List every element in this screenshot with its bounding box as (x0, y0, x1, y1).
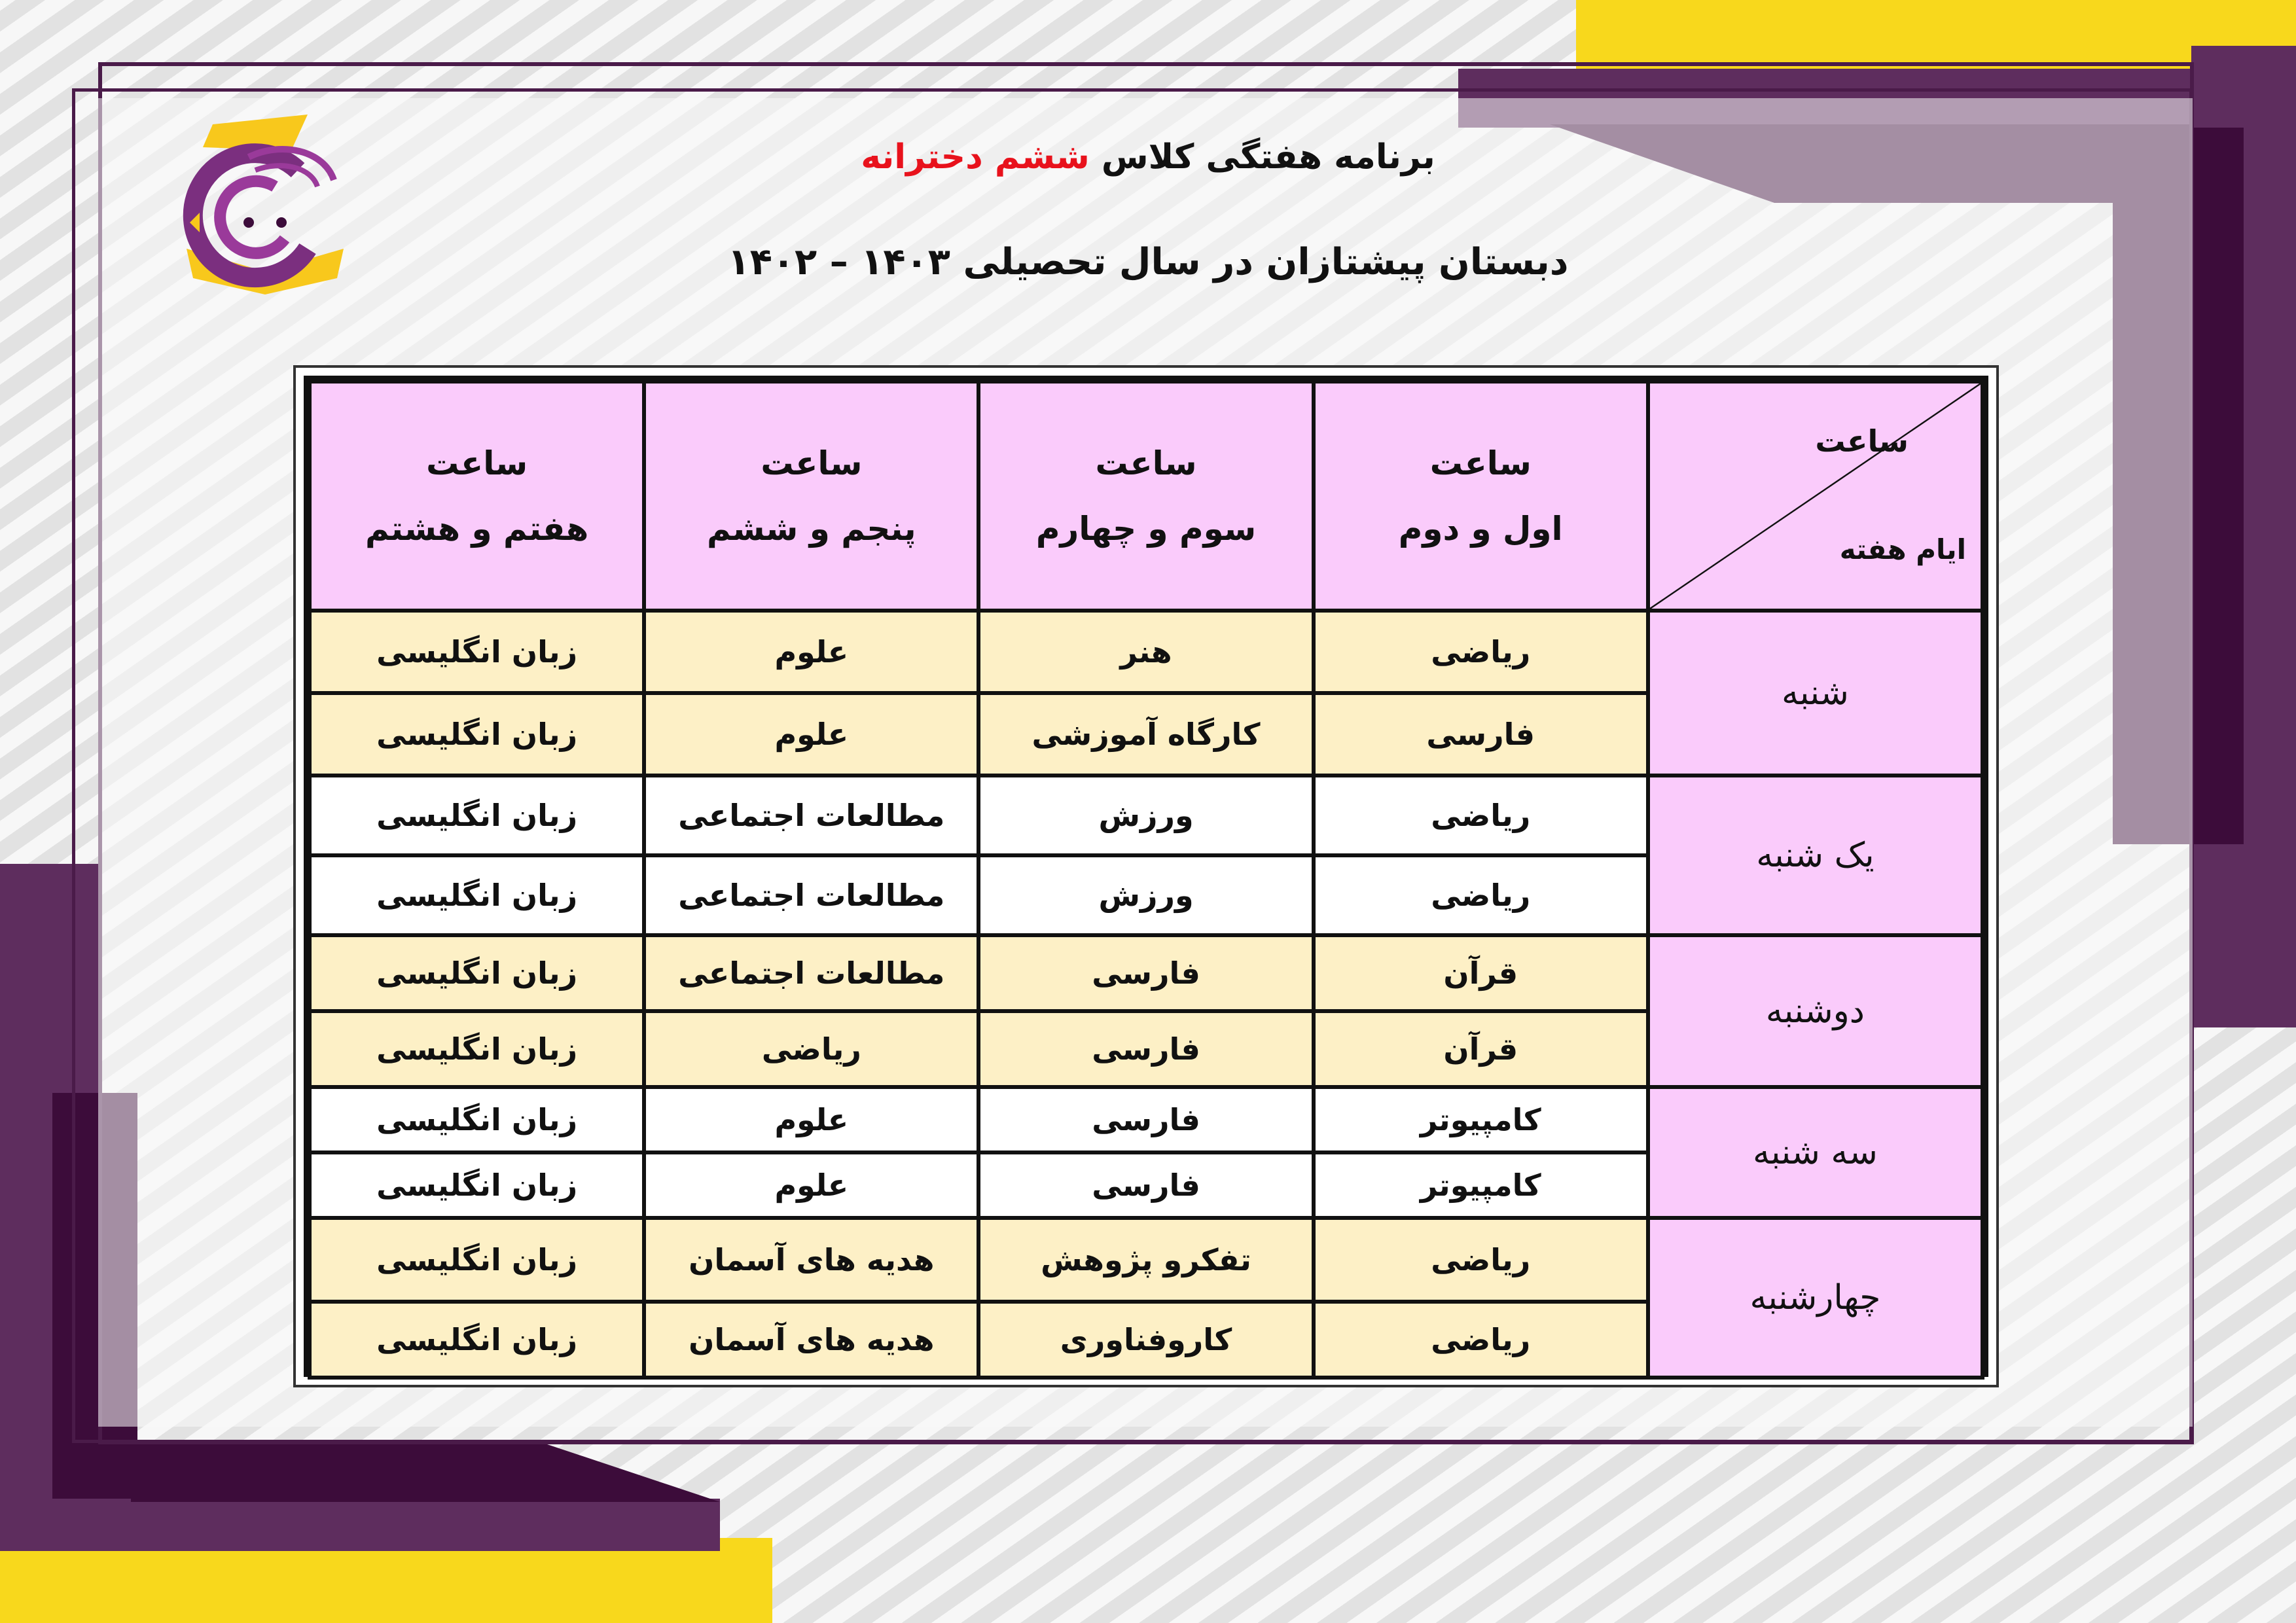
schedule-table (308, 380, 1984, 1380)
table-cell: زبان انگلیسی (310, 776, 644, 855)
column-header-line1: ساعت (426, 444, 528, 482)
decor-top-right-yellow (1576, 0, 2296, 72)
table-cell: زبان انگلیسی (310, 1302, 644, 1378)
table-cell: علوم (644, 1152, 978, 1218)
day-monday: دوشنبه (1648, 935, 1982, 1087)
column-header-line2: سوم و چهارم (1035, 510, 1257, 548)
table-cell: علوم (644, 611, 978, 693)
column-header-line1: ساعت (1095, 444, 1197, 482)
table-row (310, 776, 1982, 855)
table-cell: هدیه های آسمان (644, 1218, 978, 1302)
table-cell: زبان انگلیسی (310, 1152, 644, 1218)
table-row (310, 1218, 1982, 1302)
decor-bottom-band (0, 1499, 720, 1551)
table-cell: علوم (644, 693, 978, 776)
table-cell: فارسی (978, 1152, 1313, 1218)
table-cell: زبان انگلیسی (310, 1011, 644, 1087)
column-header-line2: پنجم و ششم (707, 510, 916, 548)
table-cell: فارسی (1314, 693, 1648, 776)
table-cell: فارسی (978, 1011, 1313, 1087)
table-cell: هنر (978, 611, 1313, 693)
table-cell: ریاضی (1314, 611, 1648, 693)
table-cell: قرآن (1314, 1011, 1648, 1087)
table-cell: ریاضی (1314, 1302, 1648, 1378)
table-row (310, 611, 1982, 693)
table-row (310, 935, 1982, 1011)
column-header-line2: اول و دوم (1398, 510, 1563, 548)
table-cell: ورزش (978, 855, 1313, 935)
table-row (310, 1087, 1982, 1152)
table-cell: قرآن (1314, 935, 1648, 1011)
column-header-line2: هفتم و هشتم (365, 510, 589, 548)
table-cell: زبان انگلیسی (310, 1218, 644, 1302)
table-cell: زبان انگلیسی (310, 935, 644, 1011)
column-header-line1: ساعت (761, 444, 863, 482)
table-cell: کامپیوتر (1314, 1087, 1648, 1152)
column-header-4 (310, 382, 644, 611)
table-cell: زبان انگلیسی (310, 611, 644, 693)
table-cell: ریاضی (1314, 776, 1648, 855)
title-highlight: ششم دخترانه (861, 137, 1090, 177)
table-cell: ریاضی (644, 1011, 978, 1087)
schedule-table-frame (293, 365, 1999, 1387)
day-sunday: یک شنبه (1648, 776, 1982, 935)
table-cell: زبان انگلیسی (310, 1087, 644, 1152)
table-cell: مطالعات اجتماعی (644, 776, 978, 855)
title-prefix: برنامه هفتگی کلاس (1101, 137, 1435, 177)
page-title (0, 137, 2296, 177)
table-cell: مطالعات اجتماعی (644, 935, 978, 1011)
day-tuesday: سه شنبه (1648, 1087, 1982, 1218)
table-cell: تفکرو پژوهش (978, 1218, 1313, 1302)
column-header-line1: ساعت (1429, 444, 1532, 482)
table-cell: فارسی (978, 1087, 1313, 1152)
corner-days-label: ایام هفته (1839, 533, 1966, 565)
table-cell: هدیه های آسمان (644, 1302, 978, 1378)
column-header-1 (1314, 382, 1648, 611)
corner-hour-label: ساعت (1815, 423, 1909, 459)
table-cell: علوم (644, 1087, 978, 1152)
page-subtitle: دبستان پیشتازان در سال تحصیلی ۱۴۰۳ – ۱۴۰۲ (727, 241, 1569, 283)
column-header-3 (644, 382, 978, 611)
column-header-2 (978, 382, 1313, 611)
table-cell: ورزش (978, 776, 1313, 855)
table-cell: کارگاه آموزشی (978, 693, 1313, 776)
table-cell: ریاضی (1314, 1218, 1648, 1302)
day-wednesday: چهارشنبه (1648, 1218, 1982, 1378)
table-cell: کامپیوتر (1314, 1152, 1648, 1218)
table-cell: زبان انگلیسی (310, 693, 644, 776)
table-cell: زبان انگلیسی (310, 855, 644, 935)
header-corner-cell (1648, 382, 1982, 611)
table-cell: مطالعات اجتماعی (644, 855, 978, 935)
day-saturday: شنبه (1648, 611, 1982, 776)
table-cell: فارسی (978, 935, 1313, 1011)
table-cell: ریاضی (1314, 855, 1648, 935)
table-cell: کاروفناوری (978, 1302, 1313, 1378)
